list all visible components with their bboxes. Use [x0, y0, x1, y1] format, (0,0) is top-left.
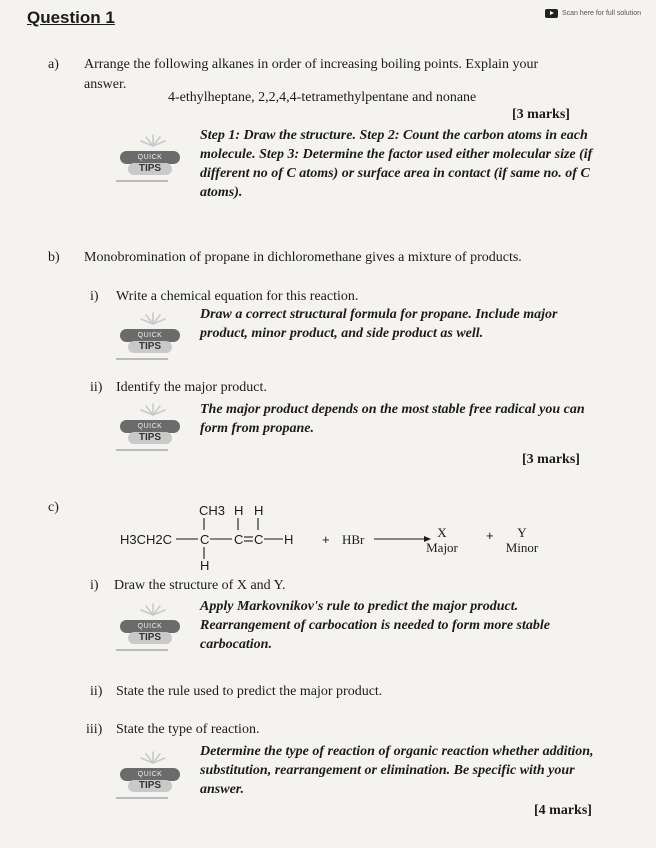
part-c-iii-label: iii): [86, 722, 103, 737]
c3-text: C: [254, 532, 264, 547]
burst-icon: [138, 750, 168, 764]
badge-underline: [116, 649, 168, 651]
h-end-text: H: [284, 532, 294, 547]
part-c-i-tip: Apply Markovnikov's rule to predict the major product. Rearrangement of carbocation is needed to form more stable carbocation.: [200, 599, 550, 652]
burst-icon: [138, 133, 168, 147]
c2-text: C: [234, 532, 244, 547]
part-a-marks: [3 marks]: [512, 107, 570, 122]
burst-icon: [138, 402, 168, 416]
part-c-i-label: i): [90, 578, 99, 593]
tips-label: TIPS: [128, 780, 172, 792]
part-a-tip: Step 1: Draw the structure. Step 2: Count the carbon atoms in each molecule. Step 3: Determine the factor used either molecular size (if different no of C atoms) or surface area in contact (if same no. of C atoms).: [200, 128, 593, 200]
part-c-marks: [4 marks]: [534, 803, 592, 818]
part-b-marks: [3 marks]: [522, 452, 580, 467]
product-y-sub-text: Minor: [505, 540, 539, 555]
tips-label: TIPS: [128, 341, 172, 353]
part-a-compounds: 4-ethylheptane, 2,2,4,4-tetramethylpentane and nonane: [168, 90, 477, 105]
quick-tips-badge: [104, 133, 196, 181]
c1-text: C: [200, 532, 210, 547]
tips-label: TIPS: [128, 432, 172, 444]
part-c-iii-tip: Determine the type of reaction of organic reaction whether addition, substitution, rearrangement or elimination. Be specific with your answer.: [200, 744, 594, 797]
left-group-text: H3CH2C: [120, 532, 173, 547]
part-b-i-tip: Draw a correct structural formula for propane. Include major product, minor product, and side product as well.: [200, 307, 558, 341]
scan-solution-note[interactable]: [545, 9, 641, 18]
product-x-text: X: [437, 525, 447, 540]
part-b-text: Monobromination of propane in dichloromethane gives a mixture of products.: [84, 250, 522, 265]
part-b-ii-label: ii): [90, 380, 103, 395]
part-b-ii-text: Identify the major product.: [116, 380, 267, 395]
h-bottom-text: H: [200, 558, 210, 573]
badge-underline: [116, 358, 168, 360]
tips-label: TIPS: [128, 163, 172, 175]
ch3-text: CH3: [199, 503, 226, 518]
badge-underline: [116, 180, 168, 182]
part-c-ii-label: ii): [90, 684, 103, 699]
quick-label: QUICK: [120, 329, 180, 342]
product-y-text: Y: [517, 525, 527, 540]
quick-label: QUICK: [120, 620, 180, 633]
reaction-equation: [90, 490, 590, 574]
badge-underline: [116, 449, 168, 451]
part-a-label: a): [48, 57, 59, 72]
part-a-text-line2: answer.: [84, 77, 127, 92]
part-b-label: b): [48, 250, 60, 265]
question-title: Question 1: [27, 8, 115, 27]
burst-icon: [138, 311, 168, 325]
quick-label: QUICK: [120, 420, 180, 433]
product-x-sub-text: Major: [426, 540, 458, 555]
quick-tips-badge: [104, 602, 196, 650]
video-play-icon: [545, 9, 558, 18]
h-top1-text: H: [234, 503, 244, 518]
quick-tips-badge: [104, 402, 196, 450]
quick-label: QUICK: [120, 768, 180, 781]
h-top2-text: H: [254, 503, 264, 518]
reagent-text: HBr: [342, 532, 365, 547]
quick-label: QUICK: [120, 151, 180, 164]
part-c-label: c): [48, 500, 59, 515]
part-a-text-line1: Arrange the following alkanes in order of increasing boiling points. Explain your: [84, 57, 539, 72]
part-c-iii-text: State the type of reaction.: [116, 722, 260, 737]
badge-underline: [116, 797, 168, 799]
tips-label: TIPS: [128, 632, 172, 644]
part-b-ii-tip: The major product depends on the most stable free radical you can form from propane.: [200, 402, 585, 436]
quick-tips-badge: [104, 750, 196, 798]
burst-icon: [138, 602, 168, 616]
plus1-text: +: [322, 532, 330, 547]
part-b-i-text: Write a chemical equation for this reaction.: [116, 289, 359, 304]
part-c-i-text: Draw the structure of X and Y.: [114, 578, 286, 593]
part-c-ii-text: State the rule used to predict the major product.: [116, 684, 383, 699]
plus2-text: +: [486, 528, 494, 543]
part-b-i-label: i): [90, 289, 99, 304]
scan-note-text: Scan here for full solution: [562, 10, 641, 17]
quick-tips-badge: [104, 311, 196, 359]
